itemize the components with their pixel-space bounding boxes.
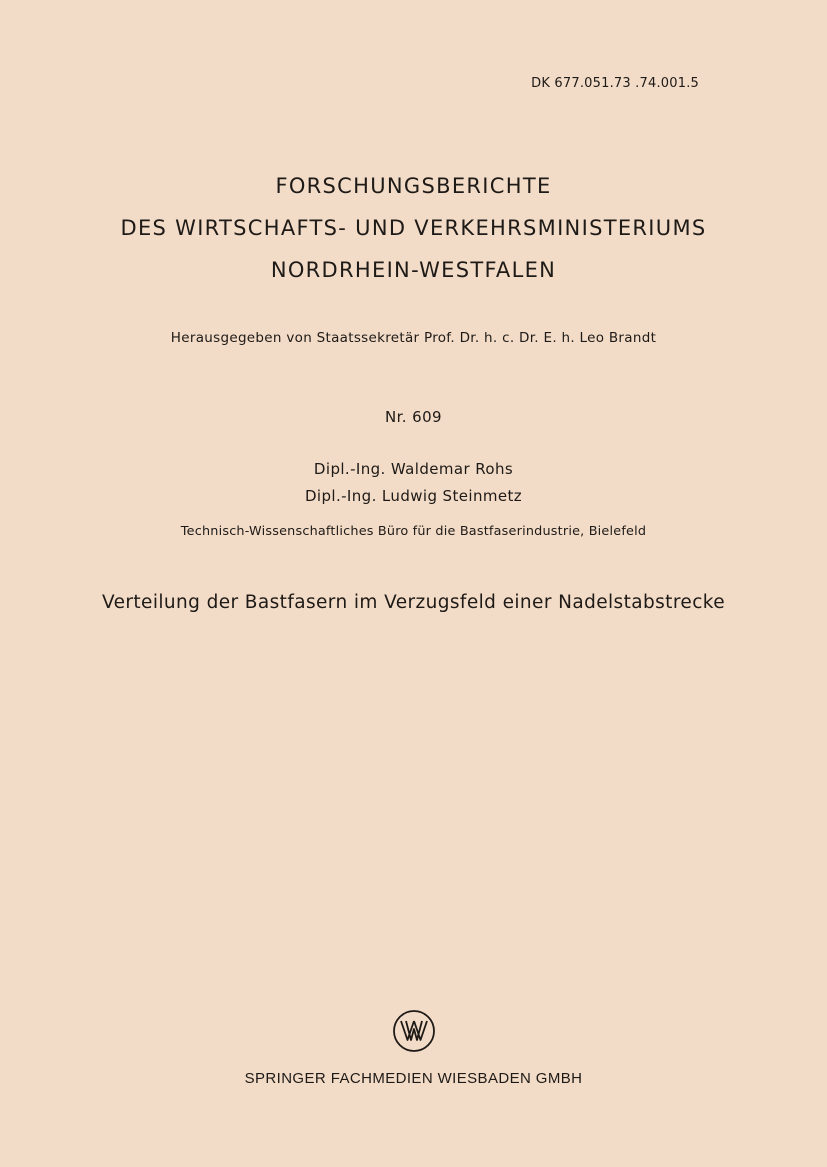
publisher-logo-vw-icon — [392, 1009, 436, 1053]
report-title: Verteilung der Bastfasern im Verzugsfeld einer Nadelstabstrecke — [101, 592, 726, 613]
report-number: Nr. 609 — [385, 408, 442, 426]
series-title-line-2: DES WIRTSCHAFTS- UND VERKEHRSMINISTERIUMS — [120, 216, 707, 240]
classification-number: DK 677.051.73 .74.001.5 — [531, 76, 699, 91]
author-2: Dipl.-Ing. Ludwig Steinmetz — [304, 487, 523, 505]
editor-line: Herausgegeben von Staatssekretär Prof. Dr. h. c. Dr. E. h. Leo Brandt — [170, 330, 657, 346]
series-title-line-3: NORDRHEIN-WESTFALEN — [270, 258, 557, 282]
publisher-name: SPRINGER FACHMEDIEN WIESBADEN GMBH — [244, 1070, 583, 1087]
affiliation: Technisch-Wissenschaftliches Büro für die Bastfaserindustrie, Bielefeld — [180, 524, 647, 539]
series-title-line-1: FORSCHUNGSBERICHTE — [275, 174, 552, 198]
author-1: Dipl.-Ing. Waldemar Rohs — [313, 460, 514, 478]
